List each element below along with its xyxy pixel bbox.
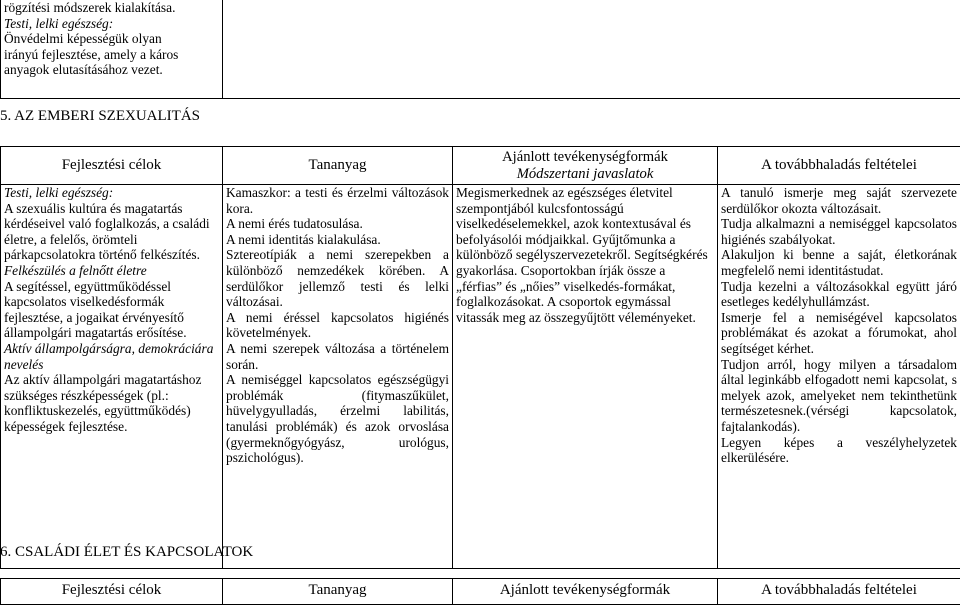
section-title: 5. AZ EMBERI SZEXUALITÁS — [0, 108, 200, 125]
curriculum-item: A nemi éréssel kapcsolatos higiénés követelmények. — [226, 310, 449, 341]
condition-item: Ismerje fel a nemiségével kapcsolatos problémákat és azokat a fórumokat, ahol segítséget kérhet. — [721, 310, 957, 357]
activities-text: Megismerkednek az egészséges életvitel szempontjából kulcsfontosságú viselkedéselemekkel, azok kontextusával és befolyásolói módjaikkal. Gyűjtőmunka a különböző segélyszervezetekről. Segítségkérés gyakorlása. Csoportokban írják össze a „férfias” és „nőies” viselkedés-formákat, foglalkozásokat. A csoportok egymással vitassák meg az összegyűjtött véleményeket. — [456, 185, 714, 325]
curriculum-item: A nemi identitás kialakulása. — [226, 232, 449, 248]
progress-conditions-cell — [718, 185, 960, 569]
previous-section-table — [0, 0, 960, 99]
empty-cell — [223, 0, 960, 99]
goal-heading: Aktív állampolgárságra, demokráciára nevelés — [4, 341, 219, 372]
header-activities: Ajánlott tevékenységformák — [453, 579, 718, 605]
table-row — [1, 0, 960, 99]
curriculum-item: Kamaszkor: a testi és érzelmi változások kora. — [226, 185, 449, 216]
header-progress-conditions: A továbbhaladás feltételei — [718, 147, 960, 185]
header-progress-conditions: A továbbhaladás feltételei — [718, 579, 960, 605]
cell-line: rögzítési módszerek kialakítása. — [4, 0, 219, 16]
cell-heading: Testi, lelki egészség: — [4, 16, 219, 32]
curriculum-item: A nemi érés tudatosulása. — [226, 216, 449, 232]
section5-table — [0, 146, 960, 569]
condition-item: Tudjon arról, hogy milyen a társadalom által leginkább elfogadott nemi kapcsolat, s melyek azok, amelyeket nem tekinthetünk természetesnek.(vérségi kapcsolatok, fajtalankodás). — [721, 357, 957, 435]
condition-item: Tudja kezelni a változásokkal együtt járó esetleges kedélyhullámzást. — [721, 279, 957, 310]
curriculum-cell — [223, 185, 453, 569]
header-curriculum: Tananyag — [223, 579, 453, 605]
header-activities — [453, 147, 718, 185]
header-goals: Fejlesztési célok — [1, 579, 223, 605]
goals-cell — [1, 185, 223, 569]
curriculum-item: A nemiséggel kapcsolatos egészségügyi problémák (fitymaszűkület, hüvelygyulladás, érzelmi labilitás, tanulási problémák) és azok orvoslása (gyermeknőgyógyász, urológus, pszichológus). — [226, 372, 449, 466]
section-title: 6. CSALÁDI ÉLET ÉS KAPCSOLATOK — [0, 544, 253, 561]
activities-cell — [453, 185, 718, 569]
section6-table — [0, 578, 960, 605]
curriculum-item: A nemi szerepek változása a történelem során. — [226, 341, 449, 372]
condition-item: Alakuljon ki benne a saját, életkorának megfelelő nemi identitástudat. — [721, 247, 957, 278]
header-row — [1, 579, 960, 605]
cell-line: irányú fejlesztése, amely a káros — [4, 47, 219, 63]
goal-heading: Testi, lelki egészség: — [4, 185, 219, 201]
header-activities-line2: Módszertani javaslatok — [453, 166, 717, 183]
cell-line: anyagok elutasításához vezet. — [4, 62, 219, 78]
header-curriculum: Tananyag — [223, 147, 453, 185]
header-activities-line1: Ajánlott tevékenységformák — [453, 149, 717, 166]
condition-item: Legyen képes a veszélyhelyzetek elkerülésére. — [721, 435, 957, 466]
cell-line: Önvédelmi képességük olyan — [4, 31, 219, 47]
curriculum-item: Sztereotípiák a nemi szerepekben a különböző nemzedékek körében. A serdülőkor jellemző testi és lelki változásai. — [226, 247, 449, 309]
goal-text: A szexuális kultúra és magatartás kérdéseivel való foglalkozás, a családi életre, a felelős, örömteli párkapcsolatokra történő felkészítés. — [4, 201, 219, 263]
content-row — [1, 185, 960, 569]
header-row — [1, 147, 960, 185]
condition-item: A tanuló ismerje meg saját szervezete serdülőkor okozta változásait. — [721, 185, 957, 216]
goal-text: Az aktív állampolgári magatartáshoz szükséges részképességek (pl.: konfliktuskezelés, együttműködés) képességek fejlesztése. — [4, 372, 219, 434]
goal-text: A segítéssel, együttműködéssel kapcsolatos viselkedésformák fejlesztése, a jogaikat érvényesítő állampolgári magatartás erősítése. — [4, 279, 219, 341]
goal-heading: Felkészülés a felnőtt életre — [4, 263, 219, 279]
goals-cell — [1, 0, 223, 99]
header-goals: Fejlesztési célok — [1, 147, 223, 185]
condition-item: Tudja alkalmazni a nemiséggel kapcsolatos higiénés szabályokat. — [721, 216, 957, 247]
